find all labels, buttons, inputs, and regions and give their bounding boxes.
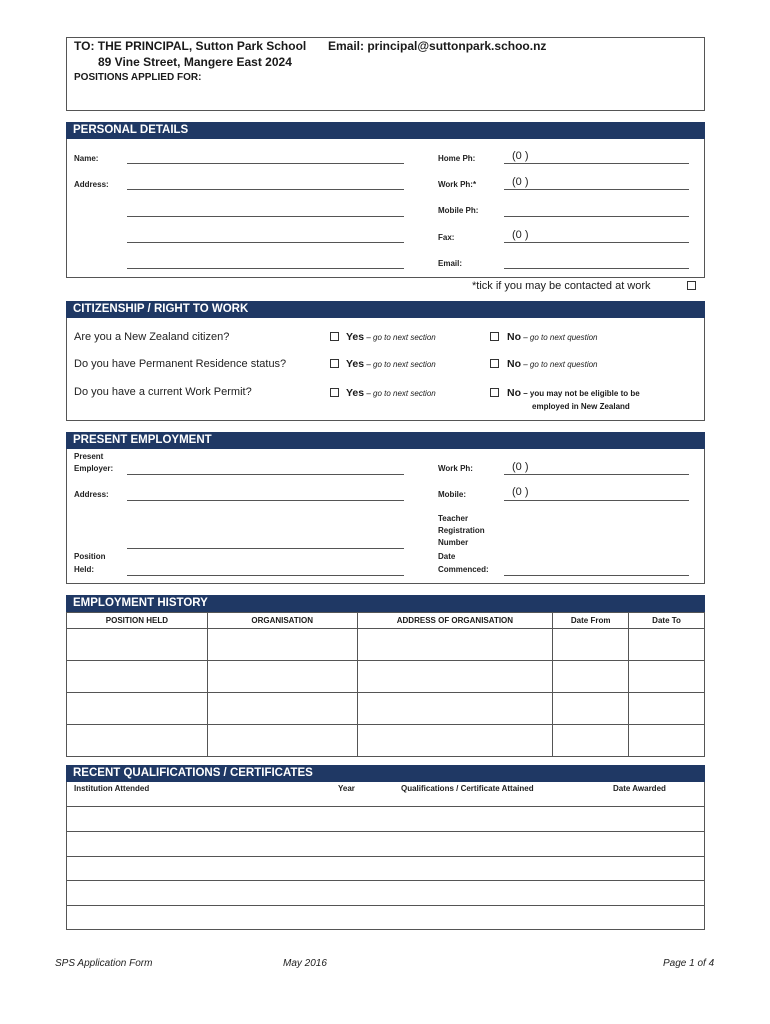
work-permit-no-note-cont: employed in New Zealand: [532, 402, 630, 411]
employment-history-table: [66, 612, 705, 757]
present-work-ph-field[interactable]: [504, 474, 689, 475]
commenced-label: Commenced:: [438, 565, 489, 574]
address-line: 89 Vine Street, Mangere East 2024: [98, 55, 292, 69]
col-year: Year: [338, 784, 355, 793]
question-work-permit: Do you have a current Work Permit?: [74, 386, 252, 398]
tick-note: *tick if you may be contacted at work: [472, 280, 651, 292]
permanent-residence-no-label: No – go to next question: [507, 358, 598, 370]
qualification-row[interactable]: [67, 881, 704, 904]
col-address-of-organisation: ADDRESS OF ORGANISATION: [357, 613, 553, 629]
teacher-registration-field[interactable]: [504, 514, 689, 546]
qualification-row[interactable]: [67, 807, 704, 830]
position-held-field[interactable]: [127, 575, 404, 576]
name-label: Name:: [74, 154, 99, 163]
qualification-row[interactable]: [67, 857, 704, 879]
work-permit-no-label: No – you may not be eligible to be: [507, 387, 640, 399]
table-cell[interactable]: [629, 725, 705, 757]
present-address-label: Address:: [74, 490, 109, 499]
citizenship-header: CITIZENSHIP / RIGHT TO WORK: [66, 301, 705, 318]
question-nz-citizen: Are you a New Zealand citizen?: [74, 331, 230, 343]
positions-applied-label: POSITIONS APPLIED FOR:: [74, 72, 202, 83]
table-cell[interactable]: [67, 661, 208, 693]
work-permit-yes-label: Yes – go to next section: [346, 387, 436, 399]
address-field-2[interactable]: [127, 216, 404, 217]
address-label: Address:: [74, 180, 109, 189]
table-cell[interactable]: [357, 629, 553, 661]
to-line: TO: THE PRINCIPAL, Sutton Park School: [74, 39, 307, 53]
present-address-field-1[interactable]: [127, 500, 404, 501]
nz-citizen-no-checkbox[interactable]: [490, 332, 499, 341]
table-cell[interactable]: [629, 693, 705, 725]
employer-field[interactable]: [127, 474, 404, 475]
table-cell[interactable]: [553, 661, 629, 693]
email-line: Email: principal@suttonpark.schoo.nz: [328, 39, 547, 53]
table-row: [67, 629, 705, 661]
home-ph-label: Home Ph:: [438, 154, 476, 163]
registration-label: Registration: [438, 526, 485, 535]
permanent-residence-no-checkbox[interactable]: [490, 359, 499, 368]
employment-history-header-row: [67, 613, 705, 629]
work-ph-prefix: (0 ): [512, 176, 529, 188]
employment-history-header: EMPLOYMENT HISTORY: [66, 595, 705, 612]
contact-at-work-checkbox[interactable]: [687, 281, 696, 290]
present-work-ph-prefix: (0 ): [512, 461, 529, 473]
name-field[interactable]: [127, 163, 404, 164]
present-label: Present: [74, 452, 104, 461]
table-cell[interactable]: [553, 693, 629, 725]
table-cell[interactable]: [629, 629, 705, 661]
question-permanent-residence: Do you have Permanent Residence status?: [74, 358, 287, 370]
permanent-residence-yes-checkbox[interactable]: [330, 359, 339, 368]
table-cell[interactable]: [553, 725, 629, 757]
table-cell[interactable]: [357, 693, 553, 725]
present-employment-header: PRESENT EMPLOYMENT: [66, 432, 705, 449]
home-ph-prefix: (0 ): [512, 150, 529, 162]
fax-label: Fax:: [438, 233, 455, 242]
teacher-label: Teacher: [438, 514, 469, 523]
present-mobile-label: Mobile:: [438, 490, 466, 499]
date-label: Date: [438, 552, 456, 561]
number-label: Number: [438, 538, 469, 547]
address-field-4[interactable]: [127, 268, 404, 269]
present-work-ph-label: Work Ph:: [438, 464, 473, 473]
personal-details-box: [66, 139, 705, 278]
table-cell[interactable]: [207, 693, 357, 725]
col-institution-attended: Institution Attended: [74, 784, 150, 793]
table-row: [67, 725, 705, 757]
qualification-row[interactable]: [67, 906, 704, 929]
footer-form-name: SPS Application Form: [55, 958, 153, 969]
col-date-to: Date To: [629, 613, 705, 629]
footer-page-number: Page 1 of 4: [663, 958, 715, 969]
present-mobile-field[interactable]: [504, 500, 689, 501]
nz-citizen-yes-checkbox[interactable]: [330, 332, 339, 341]
table-cell[interactable]: [67, 693, 208, 725]
table-cell[interactable]: [67, 629, 208, 661]
fax-prefix: (0 ): [512, 229, 529, 241]
positions-applied-field[interactable]: [216, 70, 696, 106]
footer-date: May 2016: [283, 958, 327, 969]
qualification-row[interactable]: [67, 832, 704, 855]
present-mobile-prefix: (0 ): [512, 486, 529, 498]
qualifications-header: RECENT QUALIFICATIONS / CERTIFICATES: [66, 765, 705, 782]
work-ph-label: Work Ph:*: [438, 180, 477, 189]
col-date-from: Date From: [553, 613, 629, 629]
col-organisation: ORGANISATION: [207, 613, 357, 629]
present-address-field-2[interactable]: [127, 548, 404, 549]
nz-citizen-yes-label: Yes – go to next section: [346, 331, 436, 343]
email-field[interactable]: [504, 268, 689, 269]
fax-field[interactable]: [504, 242, 689, 243]
table-cell[interactable]: [629, 661, 705, 693]
work-permit-no-checkbox[interactable]: [490, 388, 499, 397]
col-position-held: POSITION HELD: [67, 613, 208, 629]
work-ph-field[interactable]: [504, 189, 689, 190]
table-cell[interactable]: [207, 629, 357, 661]
employer-label: Employer:: [74, 464, 114, 473]
col-date-awarded: Date Awarded: [613, 784, 666, 793]
work-permit-yes-checkbox[interactable]: [330, 388, 339, 397]
table-cell[interactable]: [207, 725, 357, 757]
table-row: [67, 661, 705, 693]
personal-details-header: PERSONAL DETAILS: [66, 122, 705, 139]
nz-citizen-no-label: No – go to next question: [507, 331, 598, 343]
table-cell[interactable]: [207, 661, 357, 693]
home-ph-field[interactable]: [504, 163, 689, 164]
date-commenced-field[interactable]: [504, 575, 689, 576]
position-label: Position: [74, 552, 106, 561]
email-label: Email:: [438, 259, 463, 268]
mobile-ph-label: Mobile Ph:: [438, 206, 479, 215]
held-label: Held:: [74, 565, 94, 574]
col-qualification-attained: Qualifications / Certificate Attained: [401, 784, 534, 793]
table-cell[interactable]: [357, 661, 553, 693]
address-field-3[interactable]: [127, 242, 404, 243]
table-cell[interactable]: [67, 725, 208, 757]
permanent-residence-yes-label: Yes – go to next section: [346, 358, 436, 370]
table-cell[interactable]: [553, 629, 629, 661]
table-cell[interactable]: [357, 725, 553, 757]
address-field-1[interactable]: [127, 189, 404, 190]
table-row: [67, 693, 705, 725]
mobile-ph-field[interactable]: [504, 216, 689, 217]
